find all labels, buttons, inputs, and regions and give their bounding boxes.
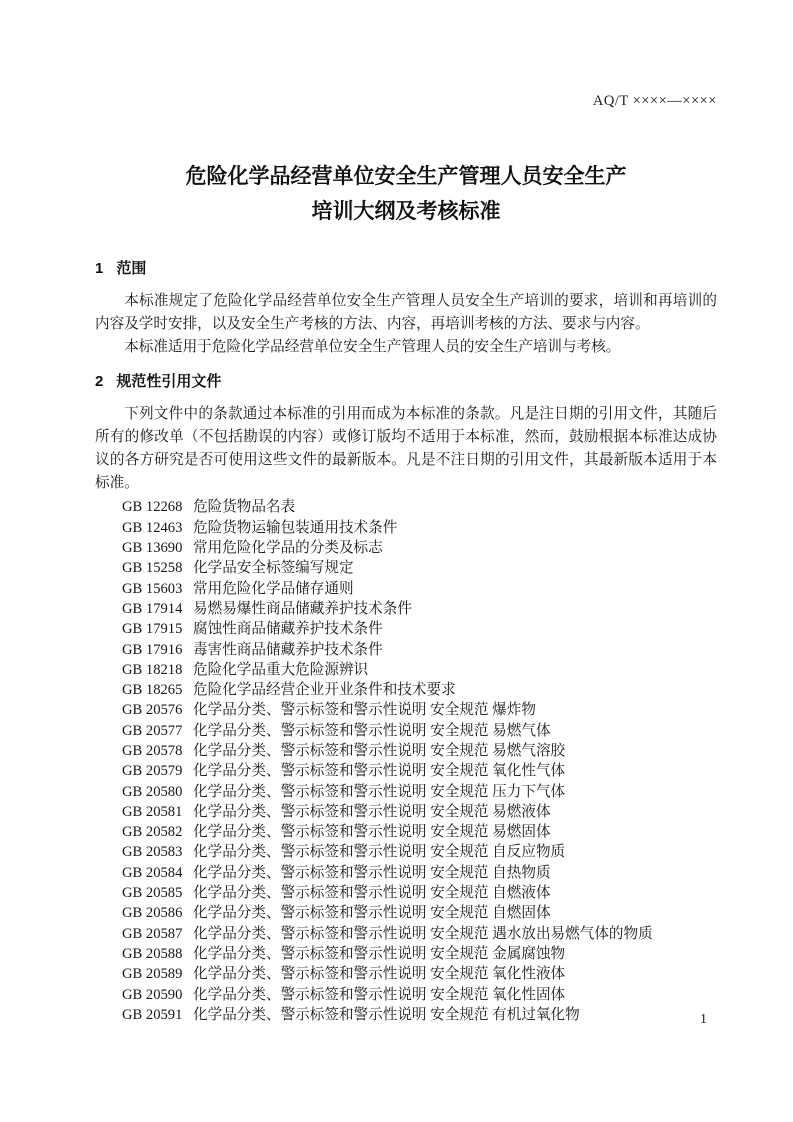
- reference-code: GB 20580: [122, 783, 183, 800]
- reference-code: GB 20584: [122, 864, 183, 881]
- reference-title: 化学品分类、警示标签和警示性说明 安全规范 遇水放出易燃气体的物质: [193, 925, 653, 942]
- reference-title: 化学品分类、警示标签和警示性说明 安全规范 易燃固体: [193, 824, 551, 841]
- reference-item: [122, 1005, 717, 1025]
- section-number: 1: [95, 260, 104, 277]
- reference-title: 危险化学品重大危险源辨识: [193, 661, 369, 678]
- document-title-line-2: 培训大纲及考核标准: [311, 200, 501, 223]
- reference-item: [122, 497, 717, 517]
- reference-code: GB 20582: [122, 824, 183, 841]
- reference-title: 危险货物运输包装通用技术条件: [193, 519, 398, 536]
- reference-title: 危险货物品名表: [193, 499, 296, 516]
- reference-code: GB 20586: [122, 905, 183, 922]
- section-number: 2: [95, 372, 104, 390]
- reference-title: 化学品分类、警示标签和警示性说明 安全规范 金属腐蚀物: [193, 945, 566, 962]
- reference-title: 化学品分类、警示标签和警示性说明 安全规范 自反应物质: [193, 844, 566, 861]
- section-title: 规范性引用文件: [116, 372, 222, 390]
- reference-item: [122, 558, 717, 578]
- reference-item: [122, 924, 717, 944]
- reference-code: GB 12268: [122, 499, 183, 516]
- reference-code: GB 20587: [122, 925, 183, 942]
- section-scope: [95, 260, 717, 360]
- reference-title: 化学品安全标签编写规定: [193, 560, 354, 577]
- reference-code: GB 17914: [122, 600, 183, 617]
- reference-item: [122, 640, 717, 660]
- reference-item: [122, 599, 717, 619]
- reference-list: [95, 497, 717, 1025]
- reference-code: GB 18218: [122, 661, 183, 678]
- reference-title: 化学品分类、警示标签和警示性说明 安全规范 易燃气体: [193, 722, 551, 739]
- reference-item: [122, 741, 717, 761]
- reference-title: 化学品分类、警示标签和警示性说明 安全规范 氧化性液体: [193, 966, 566, 983]
- reference-code: GB 20591: [122, 1006, 183, 1023]
- reference-item: [122, 985, 717, 1005]
- section-title: 范围: [116, 260, 147, 277]
- reference-item: [122, 944, 717, 964]
- reference-title: 化学品分类、警示标签和警示性说明 安全规范 爆炸物: [193, 702, 536, 719]
- reference-item: [122, 863, 717, 883]
- reference-code: GB 20583: [122, 844, 183, 861]
- reference-title: 易燃易爆性商品储藏养护技术条件: [193, 600, 412, 617]
- reference-title: 化学品分类、警示标签和警示性说明 安全规范 氧化性气体: [193, 763, 566, 780]
- reference-code: GB 18265: [122, 682, 183, 699]
- section-normative-references: [95, 373, 717, 1026]
- reference-title: 化学品分类、警示标签和警示性说明 安全规范 氧化性固体: [193, 986, 566, 1003]
- reference-code: GB 20581: [122, 803, 183, 820]
- section-scope-heading: [95, 260, 717, 277]
- reference-code: GB 20577: [122, 722, 183, 739]
- reference-title: 常用危险化学品储存通则: [193, 580, 354, 597]
- reference-code: GB 20588: [122, 945, 183, 962]
- document-title-line-1: 危险化学品经营单位安全生产管理人员安全生产: [185, 165, 627, 188]
- reference-item: [122, 822, 717, 842]
- reference-code: GB 20579: [122, 763, 183, 780]
- reference-item: [122, 579, 717, 599]
- document-title: [95, 159, 717, 229]
- scope-paragraph-2: 本标准适用于危险化学品经营单位安全生产管理人员的安全生产培训与考核。: [124, 339, 621, 356]
- reference-code: GB 12463: [122, 519, 183, 536]
- reference-item: [122, 883, 717, 903]
- reference-title: 化学品分类、警示标签和警示性说明 安全规范 自热物质: [193, 864, 551, 881]
- standard-code: AQ/T ××××—××××: [592, 93, 717, 109]
- reference-item: [122, 761, 717, 781]
- reference-item: [122, 842, 717, 862]
- reference-item: [122, 538, 717, 558]
- reference-item: [122, 680, 717, 700]
- reference-item: [122, 700, 717, 720]
- reference-item: [122, 518, 717, 538]
- page-number: 1: [700, 1012, 707, 1027]
- reference-item: [122, 782, 717, 802]
- reference-title: 常用危险化学品的分类及标志: [193, 540, 383, 557]
- reference-item: [122, 660, 717, 680]
- reference-code: GB 20589: [122, 966, 183, 983]
- scope-paragraph-1: 本标准规定了危险化学品经营单位安全生产管理人员安全生产培训的要求，培训和再培训的内容及学时安排，以及安全生产考核的方法、内容，再培训考核的方法、要求与内容。: [95, 293, 717, 333]
- reference-item: [122, 619, 717, 639]
- reference-code: GB 20578: [122, 742, 183, 759]
- reference-title: 化学品分类、警示标签和警示性说明 安全规范 有机过氧化物: [193, 1006, 580, 1023]
- reference-code: GB 17915: [122, 621, 183, 638]
- reference-title: 化学品分类、警示标签和警示性说明 安全规范 易燃气溶胶: [193, 742, 566, 759]
- reference-title: 腐蚀性商品储藏养护技术条件: [193, 621, 383, 638]
- reference-title: 危险化学品经营企业开业条件和技术要求: [193, 682, 456, 699]
- reference-code: GB 20590: [122, 986, 183, 1003]
- reference-code: GB 15258: [122, 560, 183, 577]
- reference-code: GB 20576: [122, 702, 183, 719]
- section-normative-references-heading: [95, 373, 717, 390]
- reference-code: GB 17916: [122, 641, 183, 658]
- reference-title: 化学品分类、警示标签和警示性说明 安全规范 压力下气体: [193, 783, 566, 800]
- reference-item: [122, 903, 717, 923]
- reference-title: 化学品分类、警示标签和警示性说明 安全规范 自燃固体: [193, 905, 551, 922]
- reference-code: GB 15603: [122, 580, 183, 597]
- reference-item: [122, 802, 717, 822]
- reference-title: 化学品分类、警示标签和警示性说明 安全规范 自燃液体: [193, 885, 551, 902]
- reference-item: [122, 721, 717, 741]
- reference-item: [122, 964, 717, 984]
- reference-code: GB 13690: [122, 540, 183, 557]
- reference-code: GB 20585: [122, 885, 183, 902]
- normative-references-paragraph: 下列文件中的条款通过本标准的引用而成为本标准的条款。凡是注日期的引用文件，其随后所有的修改单（不包括勘误的内容）或修订版均不适用于本标准，然而，鼓励根据本标准达成协议的各方研究是否可使用这些文件的最新版本。凡是不注日期的引用文件，其最新版本适用于本标准。: [95, 405, 717, 492]
- reference-title: 毒害性商品储藏养护技术条件: [193, 641, 383, 658]
- reference-title: 化学品分类、警示标签和警示性说明 安全规范 易燃液体: [193, 803, 551, 820]
